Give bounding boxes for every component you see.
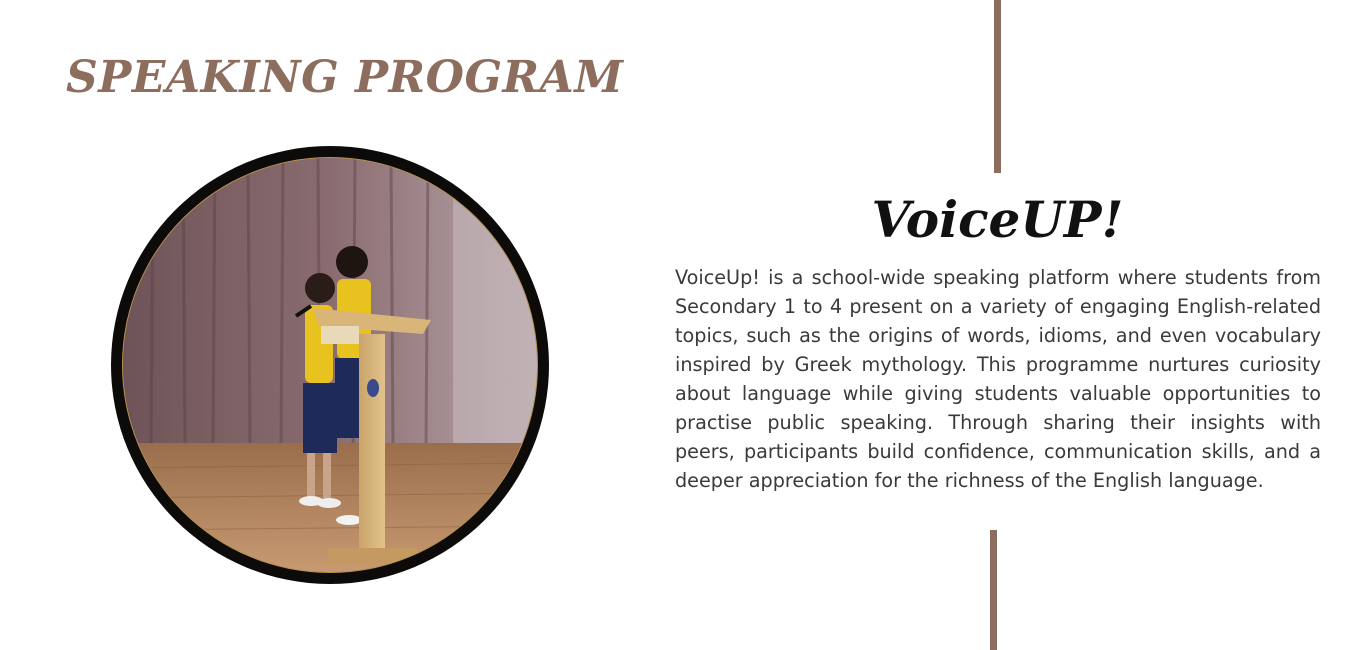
vertical-divider-top [994,0,1001,173]
students-at-podium-photo [123,158,537,572]
section-heading: SPEAKING PROGRAM [66,52,624,103]
vertical-divider-bottom [990,530,997,650]
program-description: VoiceUp! is a school-wide speaking platform where students from Secondary 1 to 4 present on a variety of engaging English-related topics, such as the origins of words, idioms, and even vocabulary inspired by Greek mythology. This programme nurtures curiosity about language while giving students valuable opportunities to practise public speaking. Through sharing their insights with peers, participants build confidence, communication skills, and a deeper appreciation for the richness of the English language. [675,266,1321,492]
circular-photo-frame [111,146,549,584]
photo-illustration [123,158,537,572]
program-title: VoiceUP! [871,190,1124,249]
